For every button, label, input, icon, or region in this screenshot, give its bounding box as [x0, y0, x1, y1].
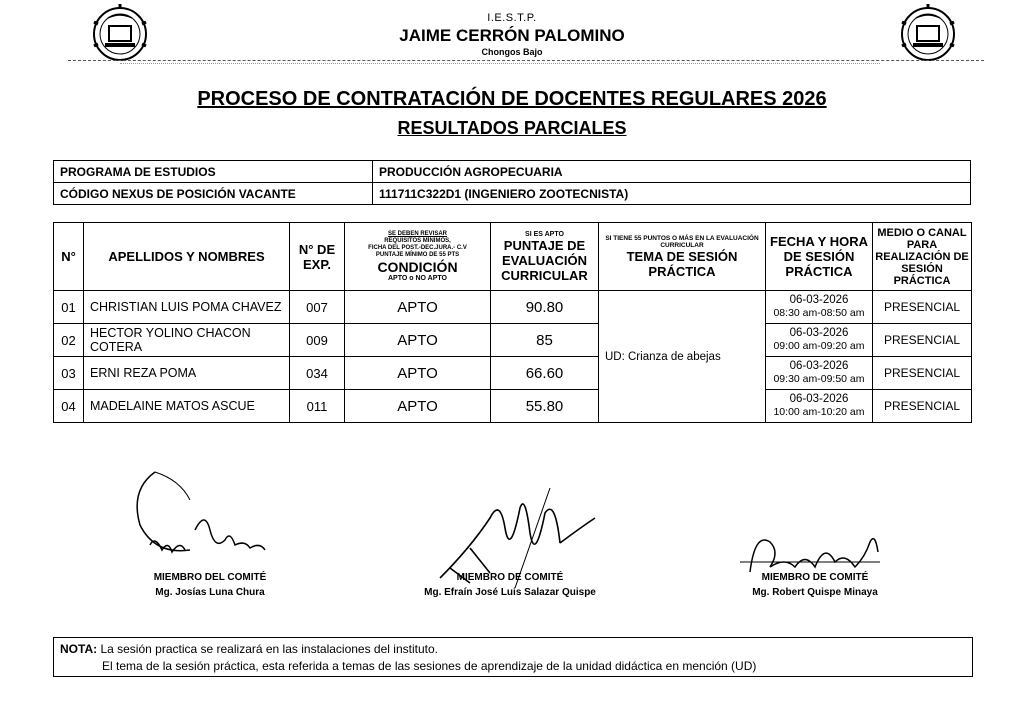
row-fecha: [766, 324, 873, 357]
col-header-name: APELLIDOS Y NOMBRES: [84, 223, 290, 291]
row-time: 09:30 am-09:50 am: [773, 373, 865, 385]
row-condition: APTO: [345, 324, 491, 357]
col-header-condition: [345, 223, 491, 291]
program-row: [54, 161, 971, 183]
tema-cell: UD: Crianza de abejas: [599, 291, 766, 423]
signature-block-2: [400, 572, 620, 598]
signature-name: Mg. Josías Luna Chura: [155, 587, 265, 598]
row-time: 08:30 am-08:50 am: [773, 307, 865, 319]
row-time: 10:00 am-10:20 am: [773, 406, 865, 418]
row-score: 85: [491, 324, 599, 357]
tema-note: SI TIENE 55 PUNTOS O MÁS EN LA EVALUACIÓN CURRICULAR: [605, 234, 759, 249]
condition-options: APTO o NO APTO: [388, 275, 447, 282]
row-time: 09:00 am-09:20 am: [773, 340, 865, 352]
score-note: SI ES APTO: [525, 230, 564, 238]
signature-role: MIEMBRO DEL COMITÉ: [153, 572, 267, 583]
note-label: NOTA:: [60, 642, 98, 656]
signature-name: Mg. Robert Quispe Minaya: [752, 587, 878, 598]
document-subtitle: RESULTADOS PARCIALES: [397, 118, 627, 138]
code-label: CÓDIGO NEXUS DE POSICIÓN VACANTE: [54, 183, 373, 205]
row-condition: APTO: [345, 291, 491, 324]
row-name: CHRISTIAN LUIS POMA CHAVEZ: [84, 291, 290, 324]
row-name: MADELAINE MATOS ASCUE: [84, 390, 290, 423]
row-score: 66.60: [491, 357, 599, 390]
table-row: [54, 291, 972, 324]
row-exp: 034: [290, 357, 345, 390]
signature-role: MIEMBRO DE COMITÉ: [456, 572, 564, 583]
institute-name: JAIME CERRÓN PALOMINO: [399, 26, 625, 45]
program-label: PROGRAMA DE ESTUDIOS: [54, 161, 373, 183]
institute-short: I.E.S.T.P.: [487, 12, 537, 24]
row-name: HECTOR YOLINO CHACON COTERA: [84, 324, 290, 357]
program-info-table: [53, 160, 971, 205]
note-text-2: El tema de la sesión práctica, esta referida a temas de las sesiones de aprendizaje de la unidad didáctica en mención (UD): [102, 659, 757, 673]
header-divider: [68, 60, 984, 61]
col-header-medio: MEDIO O CANAL PARA REALIZACIÓN DE SESIÓN PRÁCTICA: [873, 223, 972, 291]
row-medio: PRESENCIAL: [873, 357, 972, 390]
row-fecha: [766, 357, 873, 390]
row-num: 02: [54, 324, 84, 357]
table-row: [54, 324, 972, 357]
row-condition: APTO: [345, 357, 491, 390]
signature-block-1: [120, 572, 300, 598]
row-condition: APTO: [345, 390, 491, 423]
tema-title: TEMA DE SESIÓN PRÁCTICA: [626, 248, 738, 279]
header-divider-dotted: [120, 63, 880, 64]
row-name: ERNI REZA POMA: [84, 357, 290, 390]
col-header-exp: N° DE EXP.: [290, 223, 345, 291]
condition-note-1: REQUISITOS MÍNIMOS,: [384, 238, 451, 244]
row-num: 03: [54, 357, 84, 390]
document-title: PROCESO DE CONTRATACIÓN DE DOCENTES REGULARES 2026: [197, 88, 827, 110]
row-date: 06-03-2026: [789, 360, 849, 372]
results-table: [53, 222, 972, 423]
row-score: 90.80: [491, 291, 599, 324]
row-fecha: [766, 390, 873, 423]
score-title: PUNTAJE DE EVALUACIÓN CURRICULAR: [501, 237, 588, 283]
program-value: PRODUCCIÓN AGROPECUARIA: [373, 161, 971, 183]
note-text-1: La sesión practica se realizará en las instalaciones del instituto.: [100, 642, 438, 656]
condition-title: CONDICIÓN: [377, 259, 458, 275]
row-exp: 011: [290, 390, 345, 423]
col-header-tema: [599, 223, 766, 291]
note-line-1: [60, 642, 438, 656]
row-medio: PRESENCIAL: [873, 324, 972, 357]
signature-name: Mg. Efraín José Luis Salazar Quispe: [424, 587, 596, 598]
row-score: 55.80: [491, 390, 599, 423]
condition-note-3: PUNTAJE MÍNIMO DE 55 PTS: [375, 252, 460, 258]
col-header-fecha: FECHA Y HORA DE SESIÓN PRÁCTICA: [766, 223, 873, 291]
row-date: 06-03-2026: [789, 393, 849, 405]
row-num: 04: [54, 390, 84, 423]
signature-mark-1: [110, 470, 290, 580]
row-medio: PRESENCIAL: [873, 390, 972, 423]
row-exp: 007: [290, 291, 345, 324]
note-box: [53, 637, 973, 677]
row-date: 06-03-2026: [789, 327, 849, 339]
row-exp: 009: [290, 324, 345, 357]
col-header-score: [491, 223, 599, 291]
code-row: [54, 183, 971, 205]
condition-note-2: FICHA DEL POST.-DEC.JURA.- C.V: [368, 245, 467, 251]
table-row: [54, 390, 972, 423]
row-medio: PRESENCIAL: [873, 291, 972, 324]
row-date: 06-03-2026: [789, 294, 849, 306]
signature-role: MIEMBRO DE COMITÉ: [761, 572, 869, 583]
row-fecha: [766, 291, 873, 324]
row-num: 01: [54, 291, 84, 324]
table-header-row: [54, 223, 972, 291]
signature-block-3: [715, 572, 915, 598]
col-header-num: N°: [54, 223, 84, 291]
institute-location: Chongos Bajo: [481, 47, 543, 57]
table-row: [54, 357, 972, 390]
condition-note-title: SE DEBEN REVISAR: [387, 231, 447, 237]
code-value: 111711C322D1 (INGENIERO ZOOTECNISTA): [373, 183, 971, 205]
